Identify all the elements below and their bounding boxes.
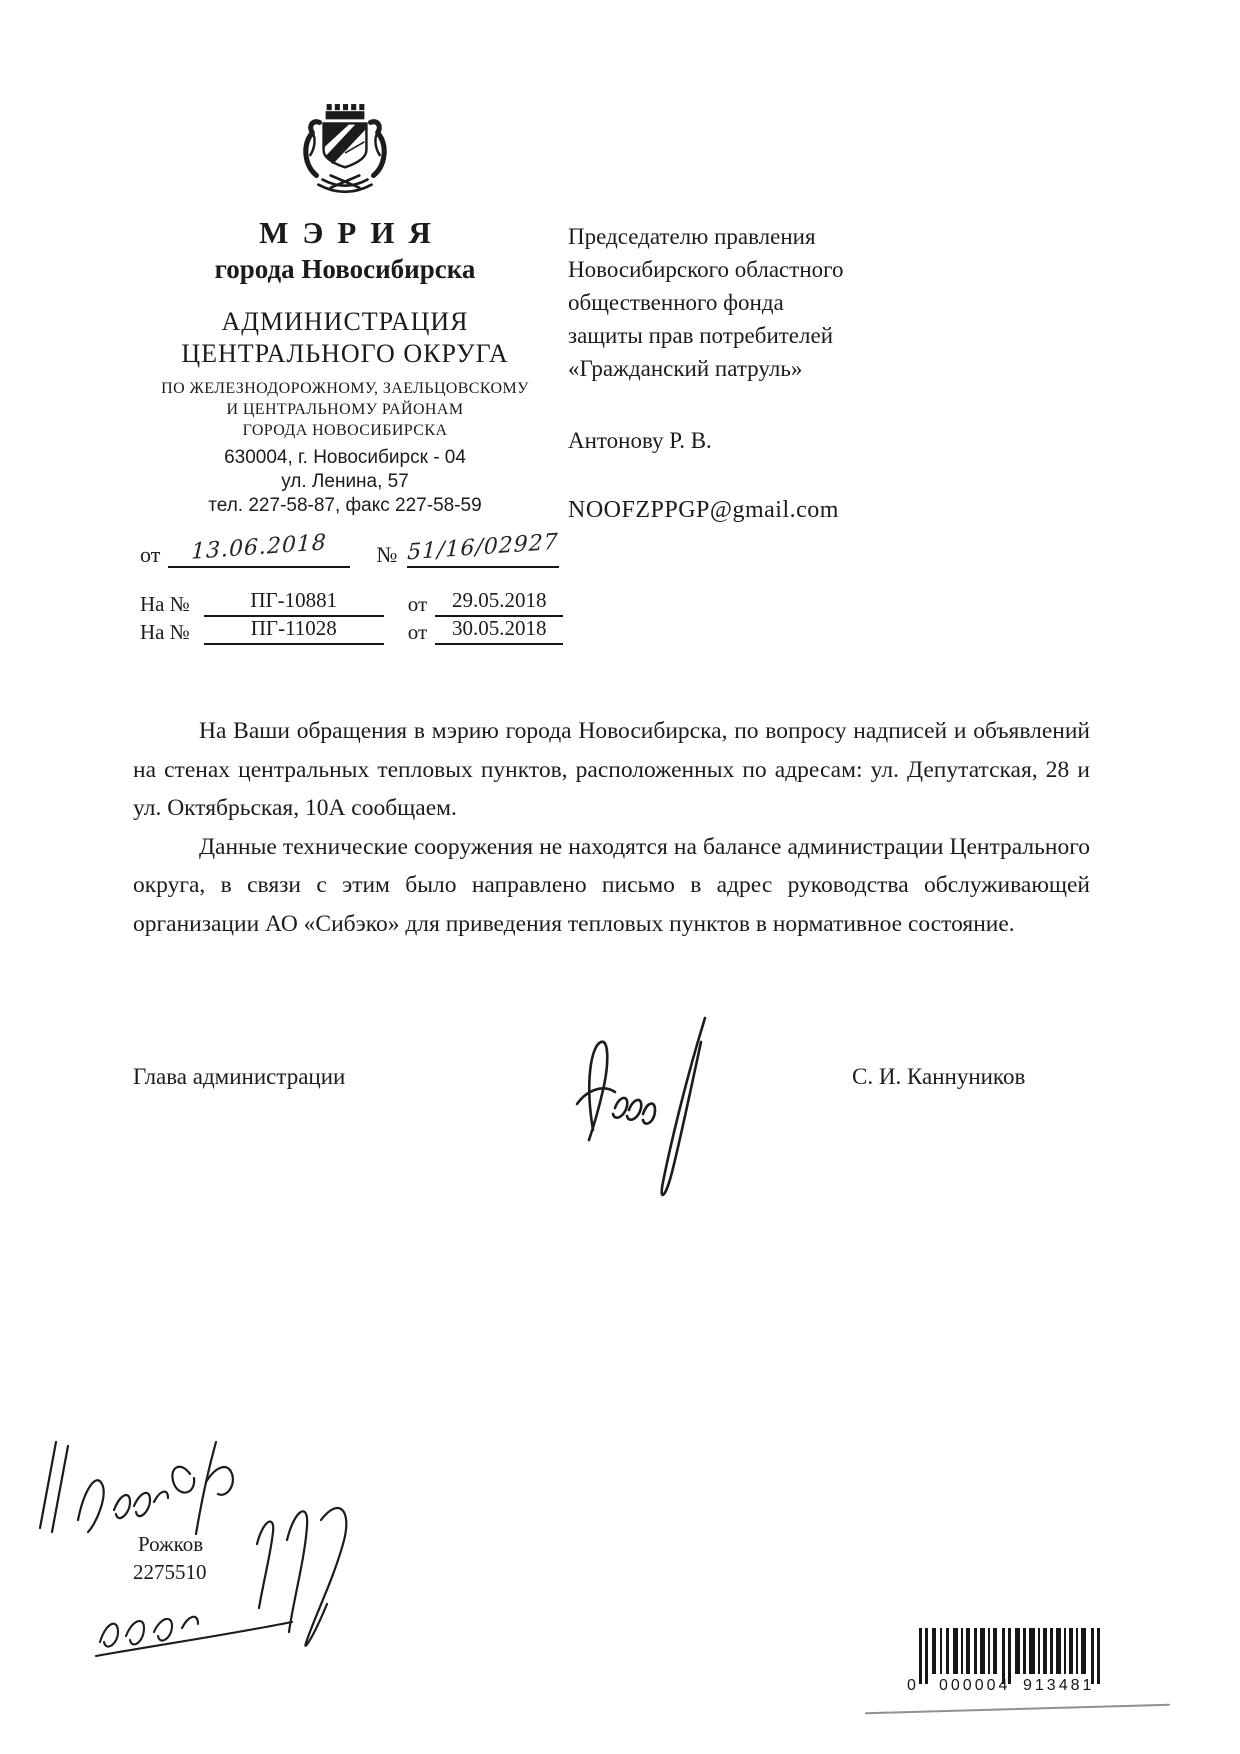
districts-line-2: И ЦЕНТРАЛЬНОМУ РАЙОНАМ — [226, 401, 464, 418]
ref-number-label: № — [376, 542, 398, 567]
org-name-top: МЭРИЯ — [259, 215, 445, 250]
address-line-2: ул. Ленина, 57 — [281, 471, 409, 492]
incoming-from-label: от — [407, 592, 428, 616]
incoming-number: ПГ-10881 — [204, 588, 384, 617]
recipient-email: NOOFZPPGP@gmail.com — [568, 497, 839, 523]
recipient-line: «Гражданский патруль» — [568, 356, 803, 381]
ref-date-field — [168, 530, 350, 568]
incoming-from-label: от — [407, 620, 428, 644]
head-signature — [563, 1012, 723, 1212]
barcode — [905, 1626, 1117, 1696]
novosibirsk-coat-of-arms-icon — [293, 102, 397, 202]
signer-title: Глава администрации — [133, 1064, 346, 1089]
admin-line-1: АДМИНИСТРАЦИЯ — [221, 307, 469, 336]
incoming-reference-row — [140, 588, 563, 617]
barcode-digits-right: 913481 — [1023, 1677, 1095, 1694]
districts-line-1: ПО ЖЕЛЕЗНОДОРОЖНОМУ, ЗАЕЛЬЦОВСКОМУ — [161, 380, 529, 397]
signer-name: С. И. Каннуников — [852, 1064, 1026, 1089]
handwritten-number: 51/16/02927 — [407, 529, 560, 566]
recipient-line: защиты прав потребителей — [568, 323, 834, 348]
org-name-city: города Новосибирска — [214, 254, 476, 284]
executor-name: Рожков — [138, 1532, 204, 1556]
outgoing-reference-row — [140, 529, 560, 568]
incoming-reference-row — [140, 616, 563, 645]
address-line-1: 630004, г. Новосибирск - 04 — [224, 447, 466, 468]
ref-from-label: от — [140, 542, 161, 567]
recipient-block — [568, 220, 928, 385]
incoming-date: 30.05.2018 — [435, 616, 563, 645]
scan-artifact-line — [865, 1704, 1170, 1715]
letterhead — [130, 102, 560, 518]
letter-body — [133, 712, 1090, 943]
body-paragraph: Данные технические сооружения не находятся на балансе администрации Центрального округа, в связи с этим было направлено письмо в адрес руководства обслуживающей организации АО «Сибэко» для приведения тепловых пунктов в нормативное состояние. — [133, 833, 1090, 937]
barcode-digit-left: 0 — [907, 1677, 916, 1694]
recipient-name: Антонову Р. В. — [568, 428, 712, 453]
ref-number-field — [407, 529, 560, 568]
executor-phone: 2275510 — [133, 1560, 207, 1584]
handwritten-date: 13.06.2018 — [191, 530, 328, 565]
recipient-line: общественного фонда — [568, 290, 784, 315]
incoming-label: На № — [140, 592, 190, 616]
recipient-line: Председателю правления — [568, 224, 816, 249]
address-line-3: тел. 227-58-87, факс 227-58-59 — [208, 495, 482, 516]
recipient-line: Новосибирского областного — [568, 257, 844, 282]
districts-line-3: ГОРОДА НОВОСИБИРСКА — [242, 422, 448, 439]
body-paragraph: На Ваши обращения в мэрию города Новосибирска, по вопросу надписей и объявлений на стенах центральных тепловых пунктов, расположенных по адресам: ул. Депутатская, 28 и ул. Октябрьская, 10А сообщаем. — [133, 718, 1090, 821]
admin-line-2: ЦЕНТРАЛЬНОГО ОКРУГА — [181, 339, 509, 368]
incoming-label: На № — [140, 620, 190, 644]
secondary-signature — [92, 1598, 297, 1668]
incoming-number: ПГ-11028 — [204, 616, 384, 645]
barcode-digits-mid: 000004 — [939, 1677, 1011, 1694]
incoming-date: 29.05.2018 — [435, 588, 563, 617]
